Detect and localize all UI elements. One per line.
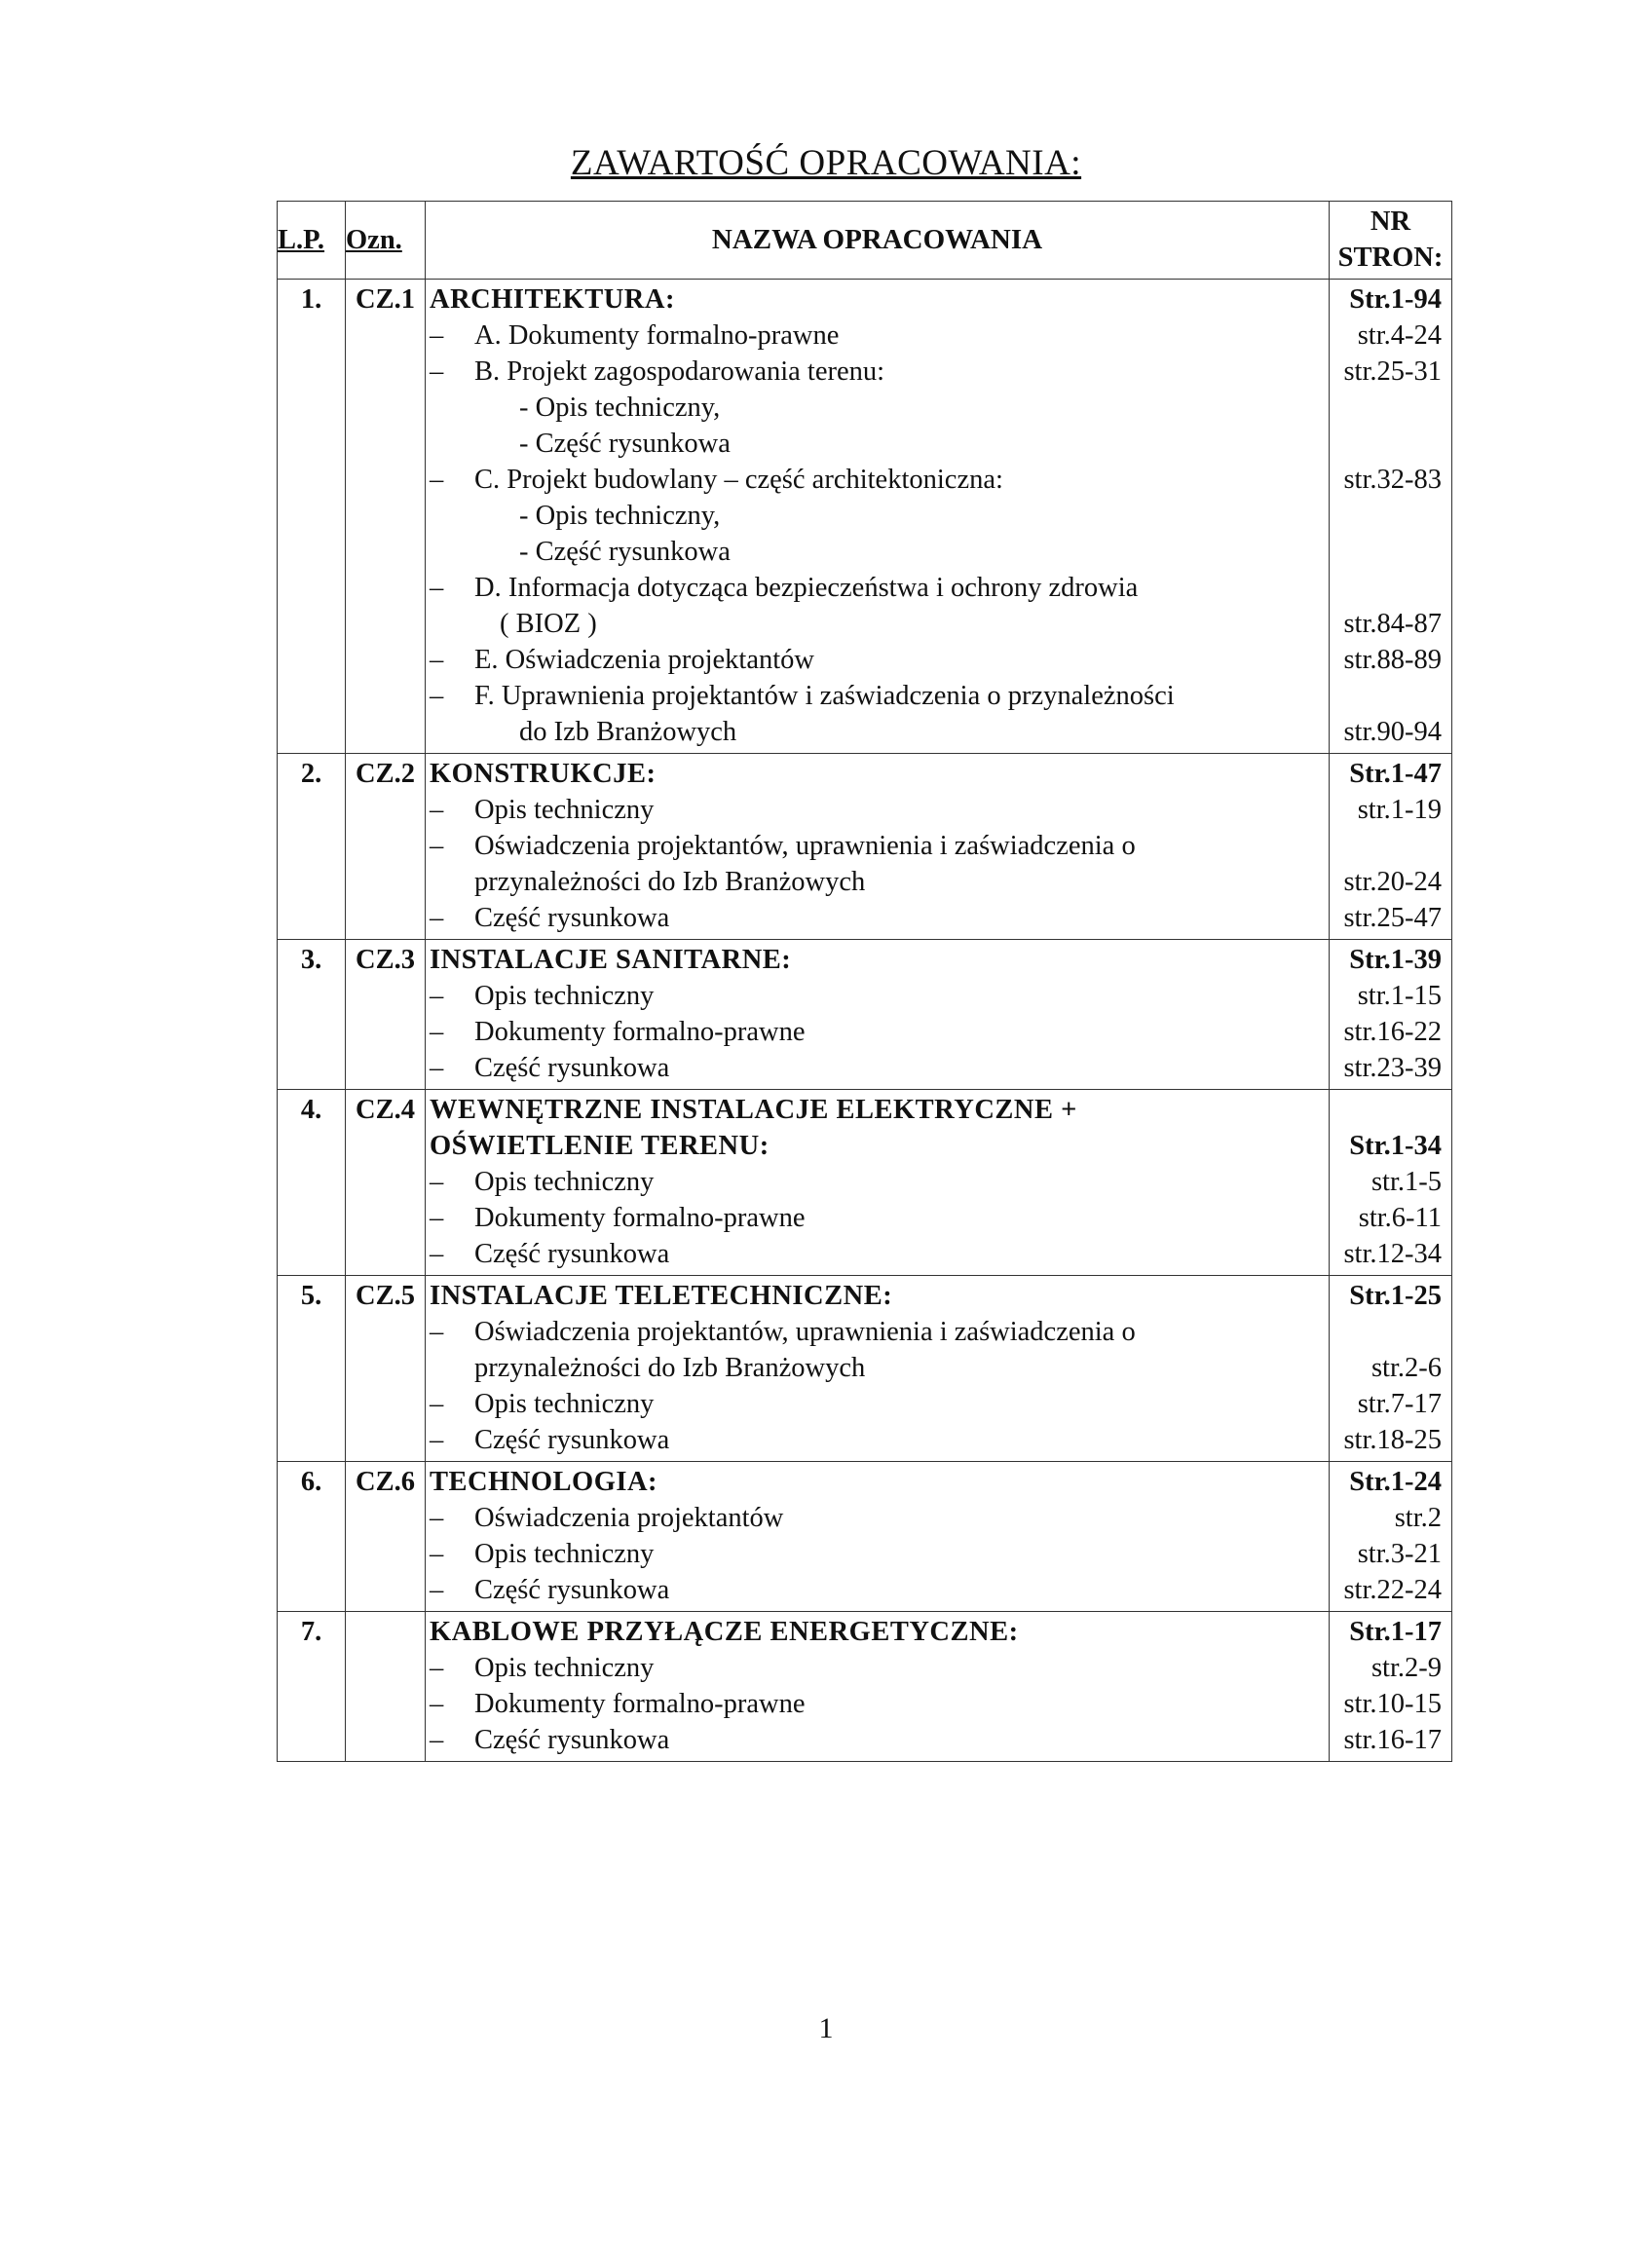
toc-entry [430, 390, 1323, 426]
toc-entry-pages: str.16-22 [1343, 1017, 1442, 1047]
toc-entry [430, 1686, 1323, 1722]
toc-entry [430, 678, 1323, 714]
toc-entry-text: Opis techniczny [474, 1653, 655, 1683]
toc-entry [430, 426, 1323, 462]
section-pages [1330, 1462, 1452, 1612]
section-row [278, 1462, 1452, 1612]
toc-entry-text: Oświadczenia projektantów, uprawnienia i zaświadczenia o [474, 831, 1136, 861]
toc-entry-text: Opis techniczny [474, 1167, 655, 1197]
toc-entry-text: Część rysunkowa [474, 903, 670, 933]
toc-entry-pages: str.4-24 [1357, 320, 1442, 351]
toc-entry [430, 642, 1323, 678]
toc-entry-pages [1333, 1314, 1442, 1350]
toc-entry-pages: str.1-19 [1357, 795, 1442, 825]
section-row [278, 1090, 1452, 1276]
section-title: INSTALACJE TELETECHNICZNE: [430, 1281, 893, 1311]
toc-entry-text: przynależności do Izb Branżowych [474, 1353, 866, 1383]
document-title: ZAWARTOŚĆ OPRACOWANIA: [570, 143, 1082, 183]
section-lp: 6. [278, 1462, 346, 1612]
toc-entry-pages: str.20-24 [1343, 867, 1442, 897]
toc-entry-text: D. Informacja dotycząca bezpieczeństwa i ochrony zdrowia [474, 573, 1139, 603]
section-contents [426, 1090, 1330, 1276]
toc-entry-text: Dokumenty formalno-prawne [474, 1017, 806, 1047]
toc-entry [430, 1350, 1323, 1386]
toc-entry-pages [1333, 498, 1442, 534]
section-pages [1330, 1276, 1452, 1462]
toc-entry [430, 1500, 1323, 1536]
toc-entry-text: B. Projekt zagospodarowania terenu: [474, 356, 885, 387]
toc-entry-text: E. Oświadczenia projektantów [474, 645, 814, 675]
section-title: ARCHITEKTURA: [430, 284, 675, 315]
toc-entry [430, 828, 1323, 864]
dash-marker: – [430, 1425, 444, 1455]
toc-entry [430, 864, 1323, 900]
header-pages-line-2: STRON: [1337, 242, 1444, 273]
contents-body [278, 280, 1452, 1762]
toc-entry [430, 978, 1323, 1014]
toc-entry-text: C. Projekt budowlany – część architektoniczna: [474, 465, 1003, 495]
toc-entry [430, 1386, 1323, 1422]
toc-entry-text: - Opis techniczny, [519, 393, 721, 423]
section-lp: 4. [278, 1090, 346, 1276]
section-title-cont: OŚWIETLENIE TERENU: [430, 1131, 770, 1161]
toc-entry-pages: str.25-47 [1343, 903, 1442, 933]
dash-marker: – [430, 356, 444, 387]
toc-entry [430, 714, 1323, 750]
section-title: WEWNĘTRZNE INSTALACJE ELEKTRYCZNE + [430, 1095, 1077, 1125]
toc-entry-text: - Część rysunkowa [519, 537, 731, 567]
dash-marker: – [430, 981, 444, 1011]
toc-entry-pages [1333, 534, 1442, 570]
toc-entry [430, 498, 1323, 534]
section-code: CZ.6 [346, 1462, 426, 1612]
dash-marker: – [430, 1575, 444, 1605]
toc-entry-pages [1333, 426, 1442, 462]
toc-entry-text: Część rysunkowa [474, 1575, 670, 1605]
section-contents [426, 1462, 1330, 1612]
dash-marker: – [430, 1689, 444, 1719]
toc-entry-text: Część rysunkowa [474, 1425, 670, 1455]
dash-marker: – [430, 1053, 444, 1083]
toc-entry-text: - Opis techniczny, [519, 501, 721, 531]
toc-entry [430, 1422, 1323, 1458]
section-code: CZ.1 [346, 280, 426, 754]
section-title: TECHNOLOGIA: [430, 1467, 658, 1497]
toc-entry-pages: str.10-15 [1343, 1689, 1442, 1719]
toc-entry-pages: str.16-17 [1343, 1725, 1442, 1755]
section-lp: 3. [278, 940, 346, 1090]
section-code: CZ.3 [346, 940, 426, 1090]
toc-entry-text: - Część rysunkowa [519, 429, 731, 459]
dash-marker: – [430, 1317, 444, 1347]
toc-entry-pages: str.22-24 [1343, 1575, 1442, 1605]
dash-marker: – [430, 573, 444, 603]
toc-entry [430, 1572, 1323, 1608]
contents-table [277, 201, 1452, 1762]
dash-marker: – [430, 1167, 444, 1197]
toc-entry-text: Oświadczenia projektantów, uprawnienia i zaświadczenia o [474, 1317, 1136, 1347]
section-contents [426, 940, 1330, 1090]
section-contents [426, 1612, 1330, 1762]
toc-entry [430, 900, 1323, 936]
toc-entry-text: Opis techniczny [474, 1539, 655, 1569]
toc-entry [430, 792, 1323, 828]
toc-entry-text: Część rysunkowa [474, 1053, 670, 1083]
toc-entry-pages [1333, 390, 1442, 426]
dash-marker: – [430, 795, 444, 825]
section-pages [1330, 754, 1452, 940]
toc-entry-text: Opis techniczny [474, 1389, 655, 1419]
toc-entry-pages [1333, 678, 1442, 714]
header-name: NAZWA OPRACOWANIA [426, 202, 1330, 280]
section-row [278, 754, 1452, 940]
toc-entry-text: Opis techniczny [474, 795, 655, 825]
header-pages-line-1: NR [1370, 206, 1411, 237]
toc-entry-pages [1333, 828, 1442, 864]
header-ozn: Ozn. [346, 202, 426, 280]
dash-marker: – [430, 903, 444, 933]
toc-entry-pages: str.88-89 [1343, 645, 1442, 675]
toc-entry [430, 1236, 1323, 1272]
dash-marker: – [430, 1503, 444, 1533]
section-lp: 5. [278, 1276, 346, 1462]
toc-entry [430, 1650, 1323, 1686]
toc-entry [430, 318, 1323, 354]
dash-marker: – [430, 831, 444, 861]
toc-entry-text: ( BIOZ ) [500, 609, 597, 639]
toc-entry-text: F. Uprawnienia projektantów i zaświadczenia o przynależności [474, 681, 1175, 711]
section-contents [426, 754, 1330, 940]
toc-entry-pages: str.2-6 [1370, 1353, 1442, 1383]
section-row [278, 1612, 1452, 1762]
dash-marker: – [430, 1239, 444, 1269]
toc-entry-text: Oświadczenia projektantów [474, 1503, 784, 1533]
toc-entry [430, 1536, 1323, 1572]
page-number: 1 [818, 2012, 834, 2044]
section-contents [426, 280, 1330, 754]
toc-entry-text: przynależności do Izb Branżowych [474, 867, 866, 897]
dash-marker: – [430, 681, 444, 711]
section-page-range: Str.1-47 [1349, 759, 1442, 789]
section-title: INSTALACJE SANITARNE: [430, 945, 792, 975]
toc-entry-pages: str.6-11 [1358, 1203, 1442, 1233]
section-page-range: Str.1-39 [1349, 945, 1442, 975]
toc-entry [430, 1050, 1323, 1086]
dash-marker: – [430, 1017, 444, 1047]
toc-entry-pages: str.2 [1394, 1503, 1442, 1533]
section-contents [426, 1276, 1330, 1462]
section-pages [1330, 1090, 1452, 1276]
header-row [278, 202, 1452, 280]
toc-entry-pages [1333, 570, 1442, 606]
toc-entry [430, 1314, 1323, 1350]
section-row [278, 280, 1452, 754]
section-code: CZ.5 [346, 1276, 426, 1462]
section-lp: 7. [278, 1612, 346, 1762]
toc-entry-text: Dokumenty formalno-prawne [474, 1689, 806, 1719]
toc-entry-text: Opis techniczny [474, 981, 655, 1011]
section-row [278, 1276, 1452, 1462]
toc-entry [430, 1722, 1323, 1758]
section-page-range: Str.1-24 [1349, 1467, 1442, 1497]
toc-entry [430, 534, 1323, 570]
toc-entry-text: Część rysunkowa [474, 1725, 670, 1755]
section-pages [1330, 940, 1452, 1090]
header-lp: L.P. [278, 202, 346, 280]
dash-marker: – [430, 1725, 444, 1755]
dash-marker: – [430, 1539, 444, 1569]
dash-marker: – [430, 1389, 444, 1419]
toc-entry-pages: str.23-39 [1343, 1053, 1442, 1083]
toc-entry-pages: str.84-87 [1343, 609, 1442, 639]
toc-entry-pages: str.12-34 [1343, 1239, 1442, 1269]
section-page-range: Str.1-25 [1349, 1281, 1442, 1311]
toc-entry-pages: str.25-31 [1343, 356, 1442, 387]
toc-entry [430, 1014, 1323, 1050]
dash-marker: – [430, 320, 444, 351]
toc-entry-text: Dokumenty formalno-prawne [474, 1203, 806, 1233]
toc-entry-pages: str.1-15 [1357, 981, 1442, 1011]
section-pages [1330, 1612, 1452, 1762]
section-row [278, 940, 1452, 1090]
section-code: CZ.4 [346, 1090, 426, 1276]
section-pages [1330, 280, 1452, 754]
section-title: KABLOWE PRZYŁĄCZE ENERGETYCZNE: [430, 1617, 1019, 1647]
toc-entry-pages: str.7-17 [1357, 1389, 1442, 1419]
section-lp: 1. [278, 280, 346, 754]
section-page-range: Str.1-34 [1349, 1131, 1442, 1161]
toc-entry-pages: str.3-21 [1357, 1539, 1442, 1569]
toc-entry [430, 354, 1323, 390]
toc-entry-pages: str.32-83 [1343, 465, 1442, 495]
toc-entry [430, 1164, 1323, 1200]
toc-entry [430, 606, 1323, 642]
toc-entry [430, 1200, 1323, 1236]
section-code: CZ.2 [346, 754, 426, 940]
dash-marker: – [430, 645, 444, 675]
toc-entry-pages: str.18-25 [1343, 1425, 1442, 1455]
dash-marker: – [430, 465, 444, 495]
toc-entry [430, 570, 1323, 606]
toc-entry-text: do Izb Branżowych [519, 717, 737, 747]
toc-entry [430, 462, 1323, 498]
section-page-range: Str.1-94 [1349, 284, 1442, 315]
pages-spacer [1333, 1092, 1442, 1128]
section-page-range: Str.1-17 [1349, 1617, 1442, 1647]
toc-entry-pages: str.1-5 [1370, 1167, 1442, 1197]
toc-entry-pages: str.2-9 [1370, 1653, 1442, 1683]
toc-entry-pages: str.90-94 [1343, 717, 1442, 747]
section-code [346, 1612, 426, 1762]
dash-marker: – [430, 1203, 444, 1233]
toc-entry-text: A. Dokumenty formalno-prawne [474, 320, 840, 351]
toc-entry-text: Część rysunkowa [474, 1239, 670, 1269]
header-pages [1330, 202, 1452, 280]
dash-marker: – [430, 1653, 444, 1683]
section-title: KONSTRUKCJE: [430, 759, 657, 789]
section-lp: 2. [278, 754, 346, 940]
